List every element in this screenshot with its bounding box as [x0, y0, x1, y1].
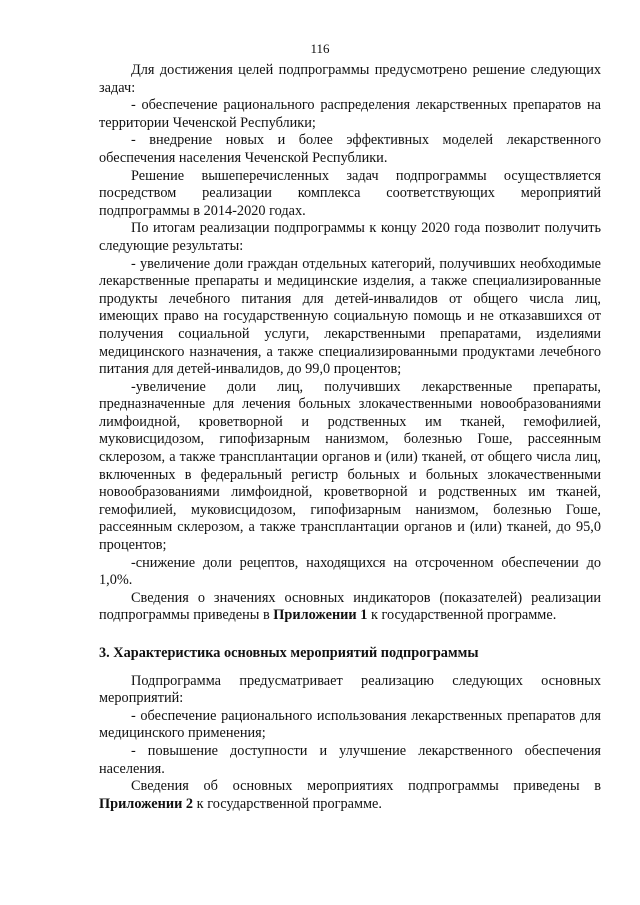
list-item-result-3: -снижение доли рецептов, находящихся на отсроченном обеспечении до 1,0%. [99, 554, 601, 589]
paragraph-indicators [99, 590, 601, 625]
text-run: к государственной программе. [367, 607, 557, 624]
page-number: 116 [310, 41, 330, 56]
list-item-measure-1: - обеспечение рационального использования лекарственных препаратов для медицинского применения; [99, 707, 601, 742]
text-run: к государственной программе. [193, 795, 382, 812]
text-run: Сведения о значениях основных индикаторов (показателей) реализации подпрограммы приведены в [99, 589, 601, 624]
list-item-result-1: - увеличение доли граждан отдельных категорий, получивших необходимые лекарственные препараты и медицинские изделия, а также специализированные продукты лечебного питания для детей-инвалидов от общего числа лиц, имеющих право на государственную социальную помощь и не отказавшихся от получения социальной услуги, лекарственными препаратами, изделиями медицинского назначения, а также специализированными продуктами лечебного питания для детей-инвалидов, до 99,0 процентов; [99, 255, 601, 378]
list-item-measure-2: - повышение доступности и улучшение лекарственного обеспечения населения. [99, 742, 601, 777]
paragraph-measures-intro: Подпрограмма предусматривает реализацию следующих основных мероприятий: [99, 672, 601, 707]
paragraph-goals: Для достижения целей подпрограммы предусмотрено решение следующих задач: [99, 62, 601, 96]
appendix-2-reference: Приложении 2 [99, 795, 194, 812]
paragraph-results-intro: По итогам реализации подпрограммы к концу 2020 года позволит получить следующие результаты: [99, 220, 601, 254]
section-heading: 3. Характеристика основных мероприятий подпрограммы [99, 645, 479, 661]
appendix-1-reference: Приложении 1 [273, 607, 368, 624]
paragraph-solution: Решение вышеперечисленных задач подпрограммы осуществляется посредством реализации комплекса соответствующих мероприятий подпрограммы в 2014-2020 годах. [99, 167, 601, 219]
list-item-task-1: - обеспечение рационального распределения лекарственных препаратов на территории Чеченской Республики; [99, 97, 601, 131]
list-item-result-2: -увеличение доли лиц, получивших лекарственные препараты, предназначенные для лечения больных злокачественными новообразованиями лимфоидной, кроветворной и родственных им тканей, гемофилией, муковисцидозом, гипофизарным нанизмом, болезнью Гоше, рассеянным склерозом, а также трансплантации органов и (или) тканей, от общего числа лиц, включенных в федеральный регистр больных и больных злокачественными новообразованиями лимфоидной, кроветворной и родственных им тканей, гемофилией, муковисцидозом, гипофизарным нанизмом, болезнью Гоше, рассеянным склерозом, а также трансплантации органов и (или) тканей, до 95,0 процентов; [99, 378, 601, 554]
document-body [99, 62, 601, 813]
paragraph-measures-info [99, 778, 601, 813]
list-item-task-2: - внедрение новых и более эффективных моделей лекарственного обеспечения населения Чеченской Республики. [99, 132, 601, 166]
text-run: Сведения об основных мероприятиях подпрограммы приведены в [131, 778, 601, 795]
